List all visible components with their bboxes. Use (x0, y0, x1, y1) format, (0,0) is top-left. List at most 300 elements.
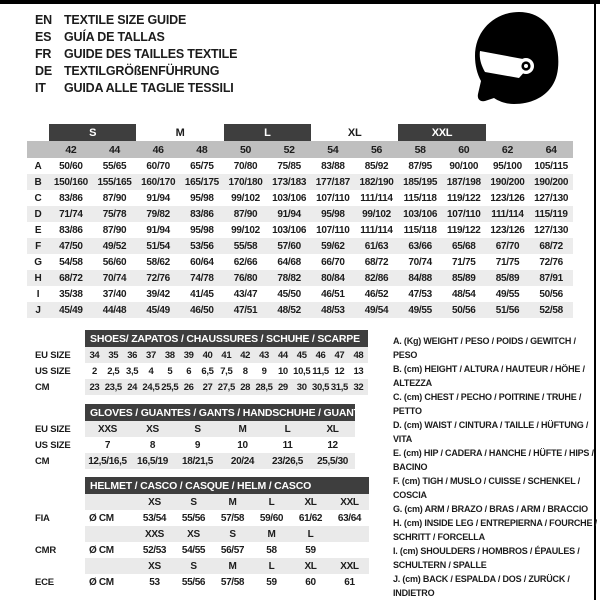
measurement-cell: 83/86 (59, 192, 83, 204)
measurement-cell: 83/86 (190, 208, 214, 220)
helmet-size-label: M (213, 494, 252, 510)
shoes-row (28, 379, 368, 395)
helmet-size-value: 53 (149, 576, 160, 588)
helmet-size-table (28, 477, 369, 590)
helmet-size-value: 59 (266, 576, 277, 588)
legend-item: D. (cm) WAIST / CINTURA / TAILLE / HÜFTUNG / VITA (393, 420, 589, 444)
measurement-cell: 87/91 (539, 272, 563, 284)
measurement-cell: 66/70 (321, 256, 345, 268)
measurement-rows (27, 158, 573, 318)
measurement-cell: 182/190 (359, 176, 394, 188)
row-letter: A (34, 160, 42, 172)
row-letter: D (34, 208, 42, 220)
helmet-size-label: XS (174, 526, 213, 542)
measurement-row (27, 190, 573, 206)
measurement-cell: 46/50 (190, 304, 214, 316)
language-row (35, 12, 237, 29)
shoes-size-cell: 43 (255, 347, 274, 363)
shoes-size-cell: 35 (104, 347, 123, 363)
shoes-size-cell: 30 (292, 379, 311, 395)
helmet-size-value: 55/56 (181, 576, 206, 588)
legend-item: A. (Kg) WEIGHT / PESO / POIDS / GEWITCH / PESO (393, 336, 576, 360)
shoes-size-cell: 24 (123, 379, 142, 395)
shoes-size-cell: 24,5 (142, 379, 161, 395)
helmet-size-label: XS (135, 494, 174, 510)
shoes-size-cell: 31,5 (330, 379, 349, 395)
gloves-size-cell: XXS (85, 421, 130, 437)
measurement-cell: 49/54 (364, 304, 389, 316)
measurement-cell: 95/98 (190, 192, 214, 204)
measurement-cell: 63/66 (408, 240, 432, 252)
measurement-cell: 50/60 (59, 160, 83, 172)
measurement-cell: 49/55 (408, 304, 432, 316)
legend-item: B. (cm) HEIGHT / ALTURA / HAUTEUR / HÖHE / ALTEZZA (393, 364, 585, 388)
shoes-size-cell: 5 (167, 365, 173, 377)
measurement-row (27, 270, 573, 286)
language-title-list (35, 12, 237, 97)
measurement-cell: 127/130 (534, 192, 569, 204)
row-letter: C (34, 192, 42, 204)
helmet-size-value: 60 (305, 576, 316, 588)
gloves-size-cell: 16,5/19 (130, 453, 175, 469)
helmet-size-label: S (174, 558, 213, 574)
shoes-size-cell: 9 (261, 365, 267, 377)
measurement-cell: 51/54 (146, 240, 170, 252)
shoes-size-cell: 12 (334, 365, 345, 377)
measurement-cell: 51/56 (495, 304, 520, 316)
shoes-row (28, 363, 368, 379)
helmet-size-value: 53/54 (142, 512, 167, 524)
helmet-size-label: XL (291, 494, 330, 510)
shoes-size-cell: 27 (198, 379, 217, 395)
measurement-cell: 50/56 (452, 304, 476, 316)
helmet-values-row (28, 542, 369, 558)
size-column-header: 42 (49, 141, 93, 158)
measurement-cell: 72/76 (146, 272, 170, 284)
measurement-cell: 57/60 (277, 240, 301, 252)
gloves-size-cell: 11 (282, 439, 293, 451)
size-group-m: M (175, 126, 185, 139)
measurement-cell: 41/45 (190, 288, 214, 300)
size-column-header: 48 (180, 141, 224, 158)
measurement-cell: 91/94 (146, 192, 170, 204)
measurement-legend (393, 334, 597, 600)
measurement-cell: 72/76 (539, 256, 563, 268)
gloves-size-cell: 10 (237, 439, 248, 451)
gloves-size-cell: 18/21,5 (175, 453, 220, 469)
language-title: GUÍA DE TALLAS (64, 30, 165, 44)
shoes-size-cell: 45 (292, 347, 311, 363)
size-column-header: 52 (267, 141, 311, 158)
gloves-size-cell: 20/24 (220, 453, 265, 469)
helmet-size-value: 59/60 (259, 512, 284, 524)
measurement-cell: 74/78 (190, 272, 214, 284)
helmet-size-label: L (252, 494, 291, 510)
measurement-cell: 55/65 (102, 160, 127, 172)
helmet-logo (466, 8, 566, 108)
shoes-size-cell: 38 (160, 347, 179, 363)
measurement-cell: 75/85 (277, 160, 301, 172)
gloves-size-cell: M (220, 421, 265, 437)
shoes-size-cell: 23,5 (104, 379, 123, 395)
shoes-size-cell: 32 (349, 379, 368, 395)
gloves-row-label: CM (35, 455, 50, 467)
shoes-size-cell: 8 (242, 365, 248, 377)
measurement-cell: 111/114 (360, 192, 393, 204)
shoes-size-cell: 27,5 (217, 379, 236, 395)
measurement-cell: 70/74 (408, 256, 432, 268)
shoes-size-cell: 44 (273, 347, 292, 363)
measurement-row (27, 254, 573, 270)
shoes-size-cell: 26 (179, 379, 198, 395)
measurement-cell: 87/90 (102, 224, 127, 236)
helmet-size-value (330, 542, 369, 558)
measurement-cell: 54/58 (59, 256, 83, 268)
measurement-cell: 68/72 (59, 272, 83, 284)
language-code: DE (35, 64, 52, 78)
measurement-cell: 123/126 (490, 192, 525, 204)
measurement-cell: 39/42 (146, 288, 170, 300)
gloves-size-cell: XS (130, 421, 175, 437)
helmet-size-label: XXL (330, 494, 369, 510)
measurement-cell: 107/110 (316, 224, 350, 236)
measurement-cell: 47/50 (59, 240, 83, 252)
measurement-cell: 80/84 (321, 272, 345, 284)
measurement-cell: 107/110 (316, 192, 350, 204)
measurement-cell: 47/51 (233, 304, 258, 316)
helmet-sizes-row (28, 494, 369, 510)
helmet-standard-label: FIA (35, 512, 50, 524)
shoes-size-cell: 13 (353, 365, 364, 377)
measurement-cell: 48/54 (452, 288, 476, 300)
gloves-size-cell: 12,5/16,5 (85, 453, 130, 469)
size-group-xl: XL (347, 126, 362, 139)
language-row (35, 46, 237, 63)
measurement-cell: 150/160 (53, 176, 88, 188)
helmet-standard-label: ECE (35, 576, 54, 588)
helmet-size-value: 63/64 (337, 512, 362, 524)
helmet-values-row (28, 574, 369, 590)
measurement-cell: 87/95 (408, 160, 432, 172)
language-code: EN (35, 13, 52, 27)
size-group-row (27, 124, 573, 141)
helmet-sizes-row (28, 526, 369, 542)
legend-item: G. (cm) ARM / BRAZO / BRAS / ARM / BRACCIO (393, 504, 588, 514)
gloves-size-cell: L (265, 421, 310, 437)
shoes-row-label: US SIZE (35, 365, 71, 377)
language-title: TEXTILE SIZE GUIDE (64, 13, 187, 27)
helmet-size-label: S (174, 494, 213, 510)
size-column-header: 58 (398, 141, 442, 158)
measurement-cell: 95/100 (493, 160, 522, 172)
gloves-size-cell: 9 (194, 439, 201, 451)
helmet-size-label: L (252, 558, 291, 574)
row-letter: F (35, 240, 41, 252)
shoes-size-cell: 41 (217, 347, 236, 363)
shoes-row-label: CM (35, 381, 50, 393)
shoes-size-cell: 6,5 (201, 365, 214, 377)
measurement-cell: 79/82 (146, 208, 170, 220)
helmet-standard-label: CMR (35, 544, 57, 556)
gloves-size-table (28, 404, 363, 469)
shoes-size-cell: 4 (148, 365, 154, 377)
measurement-cell: 58/62 (146, 256, 170, 268)
measurement-cell: 49/55 (495, 288, 520, 300)
measurement-row (27, 222, 573, 238)
top-border-bar (0, 0, 600, 4)
measurement-cell: 70/74 (102, 272, 127, 284)
measurement-cell: 49/52 (102, 240, 127, 252)
size-column-header: 56 (355, 141, 399, 158)
measurement-cell: 52/58 (539, 304, 563, 316)
legend-item: J. (cm) BACK / ESPALDA / DOS / ZURÜCK / INDIETRO (393, 574, 570, 598)
gloves-size-cell: 25,5/30 (310, 453, 355, 469)
legend-item: C. (cm) CHEST / PECHO / POITRINE / TRUHE / PETTO (393, 392, 582, 416)
gloves-size-cell: 23/26,5 (265, 453, 310, 469)
shoes-size-cell: 40 (198, 347, 217, 363)
measurement-cell: 103/106 (272, 224, 307, 236)
measurement-row (27, 174, 573, 190)
measurement-cell: 91/94 (277, 208, 301, 220)
shoes-size-cell: 34 (85, 347, 104, 363)
measurement-cell: 84/88 (408, 272, 432, 284)
helmet-size-value: 57/58 (220, 576, 245, 588)
shoes-size-cell: 28 (236, 379, 255, 395)
shoes-title: SHOES/ ZAPATOS / CHAUSSURES / SCHUHE / SCARPE (85, 330, 368, 347)
measurement-cell: 107/110 (447, 208, 481, 220)
measurement-cell: 48/52 (277, 304, 301, 316)
gloves-size-cell: 8 (149, 439, 156, 451)
measurement-cell: 62/66 (233, 256, 258, 268)
helmet-size-value: 54/55 (181, 544, 206, 556)
measurement-cell: 43/47 (233, 288, 258, 300)
measurement-cell: 190/200 (534, 176, 569, 188)
shoes-size-cell: 23 (85, 379, 104, 395)
helmet-size-value: 58 (266, 544, 277, 556)
gloves-title-row (28, 404, 355, 421)
size-column-header: 44 (93, 141, 137, 158)
gloves-row (28, 437, 355, 453)
helmet-unit-label: Ø CM (89, 576, 114, 588)
measurement-cell: 83/86 (59, 224, 83, 236)
gloves-size-cell: 12 (327, 439, 338, 451)
helmet-unit-label: Ø CM (89, 544, 114, 556)
measurement-cell: 56/60 (102, 256, 127, 268)
helmet-size-label: XL (291, 558, 330, 574)
measurement-cell: 119/122 (447, 192, 481, 204)
measurement-cell: 91/94 (146, 224, 170, 236)
helmet-title-row (28, 477, 369, 494)
measurement-cell: 59/62 (321, 240, 345, 252)
helmet-size-value: 61/62 (298, 512, 323, 524)
measurement-cell: 119/122 (447, 224, 481, 236)
shoes-row-label: EU SIZE (35, 349, 71, 361)
measurement-cell: 35/38 (59, 288, 83, 300)
language-code: FR (35, 47, 52, 61)
gloves-size-cell: XL (310, 421, 355, 437)
size-column-header: 54 (311, 141, 355, 158)
helmet-sections (28, 494, 369, 590)
shoes-size-cell: 42 (236, 347, 255, 363)
measurement-cell: 46/51 (321, 288, 345, 300)
measurement-cell: 60/70 (146, 160, 170, 172)
measurement-row (27, 302, 573, 318)
measurement-cell: 95/98 (190, 224, 214, 236)
measurement-cell: 45/50 (277, 288, 301, 300)
helmet-size-value: 61 (344, 576, 355, 588)
helmet-values-row (28, 510, 369, 526)
measurement-cell: 115/118 (403, 192, 437, 204)
language-title: GUIDE DES TAILLES TEXTILE (64, 47, 238, 61)
language-row (35, 63, 237, 80)
measurement-cell: 50/56 (539, 288, 563, 300)
measurement-cell: 64/68 (277, 256, 301, 268)
measurement-cell: 55/58 (233, 240, 258, 252)
helmet-size-label: L (291, 526, 330, 542)
helmet-size-label: XXS (135, 526, 174, 542)
measurement-cell: 46/52 (364, 288, 389, 300)
shoes-size-cell: 36 (123, 347, 142, 363)
measurement-cell: 111/114 (491, 208, 524, 220)
measurement-cell: 78/82 (277, 272, 301, 284)
shoes-size-cell: 6 (186, 365, 192, 377)
row-letter: B (34, 176, 42, 188)
gloves-size-cell: S (175, 421, 220, 437)
helmet-size-label (330, 526, 369, 542)
language-title: GUIDA ALLE TAGLIE TESSILI (64, 81, 234, 95)
size-column-header: 64 (529, 141, 573, 158)
measurement-cell: 95/98 (321, 208, 345, 220)
gloves-row (28, 453, 355, 469)
row-letter: I (36, 288, 40, 300)
helmet-size-value: 57/58 (220, 512, 245, 524)
measurement-cell: 76/80 (233, 272, 258, 284)
measurement-cell: 61/63 (364, 240, 389, 252)
shoes-size-cell: 30,5 (311, 379, 330, 395)
lower-tables (28, 330, 369, 590)
measurement-row (27, 286, 573, 302)
shoes-size-cell: 48 (349, 347, 368, 363)
legend-item: H. (cm) INSIDE LEG / ENTREPIERNA / FOURCHE / SCHRITT / FORCELLA (393, 518, 597, 542)
measurement-cell: 160/170 (141, 176, 176, 188)
helmet-icon (466, 8, 566, 108)
shoes-size-cell: 28,5 (255, 379, 274, 395)
measurement-cell: 85/92 (364, 160, 389, 172)
measurement-cell: 53/56 (190, 240, 214, 252)
helmet-size-value: 56/57 (220, 544, 245, 556)
measurement-cell: 103/106 (403, 208, 438, 220)
row-letter: H (34, 272, 42, 284)
language-code: ES (35, 30, 52, 44)
row-letter: E (34, 224, 42, 236)
helmet-size-value: 52/53 (142, 544, 167, 556)
gloves-size-cell: 7 (104, 439, 111, 451)
measurement-cell: 71/75 (495, 256, 520, 268)
measurement-cell: 83/88 (321, 160, 345, 172)
size-column-header: 62 (486, 141, 530, 158)
measurement-cell: 70/80 (233, 160, 258, 172)
measurement-cell: 90/100 (449, 160, 479, 172)
measurement-cell: 190/200 (490, 176, 525, 188)
shoes-size-cell: 47 (330, 347, 349, 363)
measurement-cell: 68/72 (364, 256, 389, 268)
gloves-title: GLOVES / GUANTES / GANTS / HANDSCHUHE / GUANTI (85, 404, 355, 421)
gloves-row-label: EU SIZE (35, 423, 71, 435)
language-code: IT (35, 81, 46, 95)
measurement-cell: 75/78 (102, 208, 127, 220)
measurement-cell: 44/48 (102, 304, 127, 316)
textile-size-table (27, 124, 573, 318)
measurement-cell: 185/195 (403, 176, 438, 188)
helmet-title: HELMET / CASCO / CASQUE / HELM / CASCO (85, 477, 369, 494)
measurement-cell: 111/114 (360, 224, 393, 236)
measurement-cell: 68/72 (539, 240, 563, 252)
shoes-size-cell: 46 (311, 347, 330, 363)
measurement-cell: 115/119 (534, 208, 568, 220)
measurement-cell: 155/165 (97, 176, 132, 188)
row-letter: J (35, 304, 41, 316)
gloves-row (28, 421, 355, 437)
measurement-cell: 65/68 (452, 240, 476, 252)
shoes-size-cell: 3,5 (126, 365, 139, 377)
measurement-cell: 173/183 (272, 176, 307, 188)
shoes-size-cell: 2 (91, 365, 97, 377)
measurement-cell: 187/198 (446, 176, 481, 188)
helmet-size-label: XXL (330, 558, 369, 574)
measurement-row (27, 206, 573, 222)
measurement-row (27, 158, 573, 174)
shoes-size-cell: 10 (277, 365, 288, 377)
measurement-cell: 165/175 (184, 176, 219, 188)
size-group-xxl: XXL (398, 124, 485, 141)
shoes-size-cell: 11,5 (312, 365, 329, 377)
shoes-size-cell: 7,5 (220, 365, 233, 377)
measurement-cell: 170/180 (228, 176, 263, 188)
language-row (35, 29, 237, 46)
gloves-row-label: US SIZE (35, 439, 71, 451)
measurement-cell: 85/89 (495, 272, 520, 284)
shoes-size-cell: 29 (273, 379, 292, 395)
measurement-cell: 65/75 (190, 160, 214, 172)
measurement-cell: 71/74 (59, 208, 83, 220)
helmet-size-label: S (213, 526, 252, 542)
measurement-cell: 177/187 (315, 176, 350, 188)
measurement-cell: 67/70 (495, 240, 520, 252)
size-column-header: 50 (224, 141, 268, 158)
size-column-header: 60 (442, 141, 486, 158)
measurement-cell: 85/89 (452, 272, 476, 284)
measurement-cell: 37/40 (102, 288, 127, 300)
shoes-title-row (28, 330, 368, 347)
measurement-cell: 82/86 (364, 272, 389, 284)
shoes-size-cell: 2,5 (107, 365, 120, 377)
legend-item: E. (cm) HIP / CADERA / HANCHE / HÜFTE / HIPS / BACINO (393, 448, 594, 472)
measurement-cell: 87/90 (102, 192, 127, 204)
helmet-size-label: M (252, 526, 291, 542)
shoes-size-cell: 25,5 (160, 379, 179, 395)
gloves-rows (28, 421, 355, 469)
measurement-cell: 48/53 (321, 304, 345, 316)
helmet-unit-label: Ø CM (89, 512, 114, 524)
legend-item: F. (cm) TIGH / MUSLO / CUISSE / SCHENKEL / COSCIA (393, 476, 580, 500)
language-title: TEXTILGRÖßENFÜHRUNG (64, 64, 220, 78)
measurement-cell: 47/53 (408, 288, 432, 300)
helmet-size-value: 59 (305, 544, 316, 556)
measurement-cell: 60/64 (190, 256, 214, 268)
size-group-s: S (49, 124, 136, 141)
size-group-l: L (224, 124, 311, 141)
measurement-cell: 115/118 (403, 224, 437, 236)
